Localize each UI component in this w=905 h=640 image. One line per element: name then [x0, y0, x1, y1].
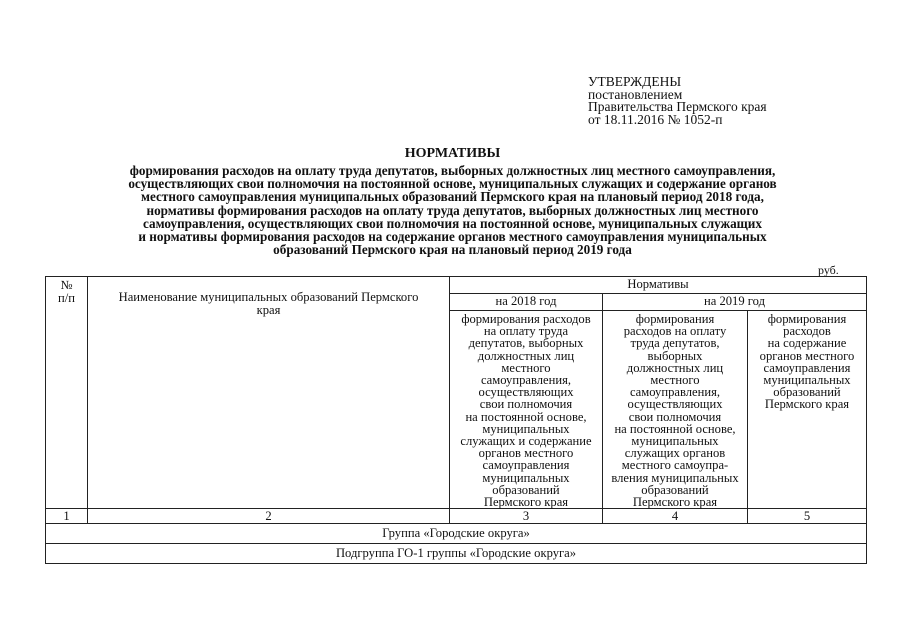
header-description-line: вления муниципальных	[611, 470, 739, 485]
header-description-line: труда депутатов,	[630, 336, 720, 351]
header-description-line: на постоянной основе,	[465, 409, 587, 424]
header-description-line: свои полномочия	[479, 397, 573, 412]
header-col3-description	[450, 311, 603, 509]
header-number	[46, 277, 88, 509]
header-description-line: служащих органов	[624, 446, 726, 461]
header-description-line: самоуправления,	[629, 385, 721, 400]
header-description-line: муниципальных	[482, 470, 570, 485]
header-description-line: органов местного	[759, 348, 855, 363]
header-description-line: Пермского края	[632, 495, 718, 510]
header-description-line: Пермского края	[483, 495, 569, 510]
header-description-line: Пермского края	[764, 397, 850, 412]
header-normatives: Нормативы	[450, 277, 867, 294]
header-description-line: расходов	[783, 324, 831, 339]
header-description-line: муниципальных	[763, 373, 851, 388]
group-row: Группа «Городские округа»	[46, 524, 867, 544]
subtitle-line: осуществляющих свои полномочия на постоянной основе, муниципальных служащих и содержание органов	[128, 176, 777, 192]
header-description-line: местного	[650, 373, 700, 388]
header-description-line: служащих и содержание	[460, 434, 592, 449]
approval-heading: УТВЕРЖДЕНЫ	[588, 74, 682, 89]
normatives-table	[45, 276, 867, 564]
document-subtitle	[60, 164, 845, 256]
subtitle-line: самоуправления, осуществляющих свои полномочия на постоянной основе, муниципальных служащих	[142, 215, 762, 231]
subtitle-line: и нормативы формирования расходов на содержание органов местного самоуправления муниципальных	[138, 229, 767, 245]
header-description-line: формирования расходов	[461, 312, 591, 326]
approval-block	[588, 76, 848, 126]
document-title: НОРМАТИВЫ	[404, 146, 501, 161]
header-description-line: на содержание	[767, 336, 847, 351]
header-year-2019: на 2019 год	[603, 294, 867, 311]
header-number-line: п/п	[58, 291, 75, 305]
column-number: 2	[88, 509, 450, 524]
approval-line: постановлением	[588, 86, 683, 102]
header-description-line: на оплату труда	[483, 324, 569, 339]
header-description-line: расходов на оплату	[623, 324, 727, 339]
column-number: 5	[748, 509, 867, 524]
header-description-line: формирования	[635, 312, 715, 326]
subtitle-line: формирования расходов на оплату труда депутатов, выборных должностных лиц местного самоуправления,	[129, 163, 776, 178]
header-description-line: депутатов, выборных	[468, 336, 584, 351]
header-description-line: самоуправления,	[480, 373, 572, 388]
header-year-2018: на 2018 год	[450, 294, 603, 311]
header-description-line: муниципальных	[631, 434, 719, 449]
subtitle-line: нормативы формирования расходов на оплату труда депутатов, выборных должностных лиц местного	[146, 202, 759, 218]
header-description-line: образований	[641, 482, 709, 497]
header-name-line: края	[256, 303, 281, 317]
column-number: 1	[46, 509, 88, 524]
header-description-line: органов местного	[478, 446, 574, 461]
header-description-line: формирования	[767, 312, 847, 326]
approval-line: Правительства Пермского края	[588, 99, 767, 114]
subtitle-line: местного самоуправления муниципальных образований Пермского края на плановый период 2018 года,	[141, 189, 764, 205]
header-description-line: местного самоупра-	[621, 458, 729, 473]
subgroup-row: Подгруппа ГО-1 группы «Городские округа»	[46, 544, 867, 564]
header-col5-description	[748, 311, 867, 509]
header-name-line: Наименование муниципальных образований Пермского	[118, 290, 419, 304]
header-number-line: №	[60, 278, 73, 292]
subtitle-line: образований Пермского края на плановый период 2019 года	[273, 242, 632, 258]
header-col4-description	[603, 311, 748, 509]
header-description-line: должностных лиц	[626, 360, 724, 375]
header-description-line: муниципальных	[482, 421, 570, 436]
header-municipality-name	[88, 277, 450, 509]
header-description-line: выборных	[647, 348, 703, 363]
header-description-line: осуществляющих	[627, 397, 723, 412]
header-description-line: местного	[501, 360, 551, 375]
column-number: 3	[450, 509, 603, 524]
header-description-line: образований	[492, 482, 560, 497]
header-description-line: свои полномочия	[628, 409, 722, 424]
approval-line: от 18.11.2016 № 1052-п	[588, 111, 723, 127]
header-description-line: образований	[773, 385, 841, 400]
header-description-line: должностных лиц	[477, 348, 575, 363]
header-description-line: самоуправления	[763, 360, 851, 375]
header-description-line: осуществляющих	[478, 385, 574, 400]
currency-unit: руб.	[818, 263, 839, 277]
header-description-line: на постоянной основе,	[614, 421, 736, 436]
header-description-line: самоуправления	[482, 458, 570, 473]
column-number: 4	[603, 509, 748, 524]
